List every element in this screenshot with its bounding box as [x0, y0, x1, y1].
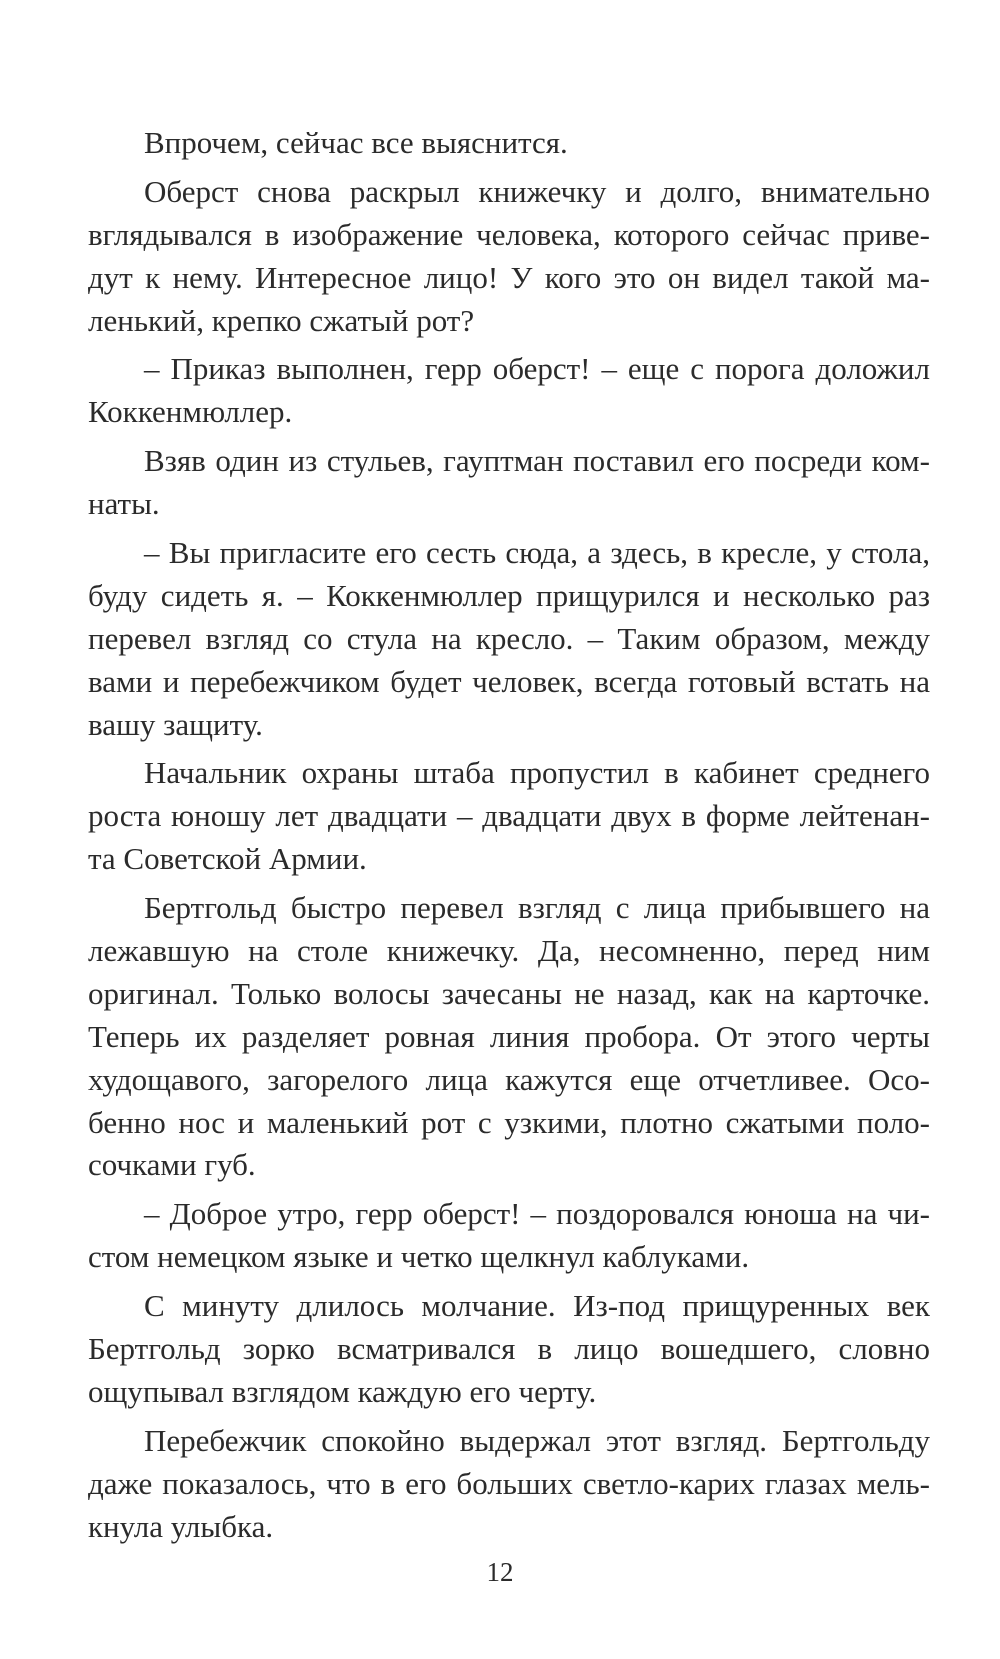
text-line: худощавого, загорелого лица кажутся еще отчетливее. Осо-: [88, 1061, 930, 1097]
text-line: стом немецком языке и четко щелкнул каблуками.: [88, 1239, 750, 1275]
body-text: [88, 122, 930, 1549]
paragraph: [88, 1193, 930, 1279]
paragraph: [88, 1420, 930, 1549]
text-line: ощупывал взглядом каждую его черту.: [88, 1373, 597, 1409]
text-line: – Приказ выполнен, герр оберст! – еще с порога доложил: [144, 351, 930, 387]
text-line: бенно нос и маленький рот с узкими, плотно сжатыми поло-: [88, 1104, 930, 1140]
paragraph: [88, 122, 930, 165]
text-line: Оберст снова раскрыл книжечку и долго, внимательно: [144, 173, 930, 209]
text-line: – Доброе утро, герр оберст! – поздоровался юноша на чи-: [144, 1196, 930, 1232]
text-line: – Вы пригласите его сесть сюда, а здесь, в кресле, у стола,: [144, 535, 930, 571]
paragraph: [88, 348, 930, 434]
text-line: Бертгольд быстро перевел взгляд с лица прибывшего на: [144, 890, 930, 926]
text-line: Бертгольд зорко всматривался в лицо вошедшего, словно: [88, 1331, 930, 1367]
text-line: роста юношу лет двадцати – двадцати двух в форме лейтенан-: [88, 798, 930, 834]
page-number: 12: [486, 1557, 514, 1587]
paragraph: [88, 532, 930, 746]
paragraph: [88, 887, 930, 1187]
text-line: даже показалось, что в его больших светло-карих глазах мель-: [88, 1465, 930, 1501]
text-line: буду сидеть я. – Коккенмюллер прищурился и несколько раз: [88, 577, 930, 613]
text-line: Взяв один из стульев, гауптман поставил его посреди ком-: [144, 443, 930, 479]
text-line: ленький, крепко сжатый рот?: [88, 302, 475, 338]
text-line: оригинал. Только волосы зачесаны не назад, как на карточке.: [88, 975, 930, 1011]
paragraph: [88, 1285, 930, 1414]
text-line: вглядывался в изображение человека, которого сейчас приве-: [88, 216, 930, 252]
text-line: сочками губ.: [88, 1147, 256, 1183]
text-line: Начальник охраны штаба пропустил в кабинет среднего: [144, 755, 930, 791]
text-line: Теперь их разделяет ровная линия пробора. От этого черты: [88, 1018, 930, 1054]
text-line: Впрочем, сейчас все выяснится.: [144, 125, 568, 160]
text-line: лежавшую на столе книжечку. Да, несомненно, перед ним: [88, 933, 930, 969]
text-line: вашу защиту.: [88, 706, 263, 742]
paragraph: [88, 171, 930, 343]
text-line: Коккенмюллер.: [88, 394, 293, 430]
paragraph: [88, 752, 930, 881]
text-line: наты.: [88, 486, 160, 522]
text-line: дут к нему. Интересное лицо! У кого это он видел такой ма-: [88, 259, 930, 295]
text-line: вами и перебежчиком будет человек, всегда готовый встать на: [88, 663, 930, 699]
text-line: С минуту длилось молчание. Из-под прищуренных век: [144, 1288, 930, 1324]
text-line: та Советской Армии.: [88, 841, 367, 877]
text-line: перевел взгляд со стула на кресло. – Таким образом, между: [88, 620, 930, 656]
paragraph: [88, 440, 930, 526]
text-line: кнула улыбка.: [88, 1508, 274, 1544]
text-line: Перебежчик спокойно выдержал этот взгляд. Бертгольду: [144, 1422, 930, 1458]
